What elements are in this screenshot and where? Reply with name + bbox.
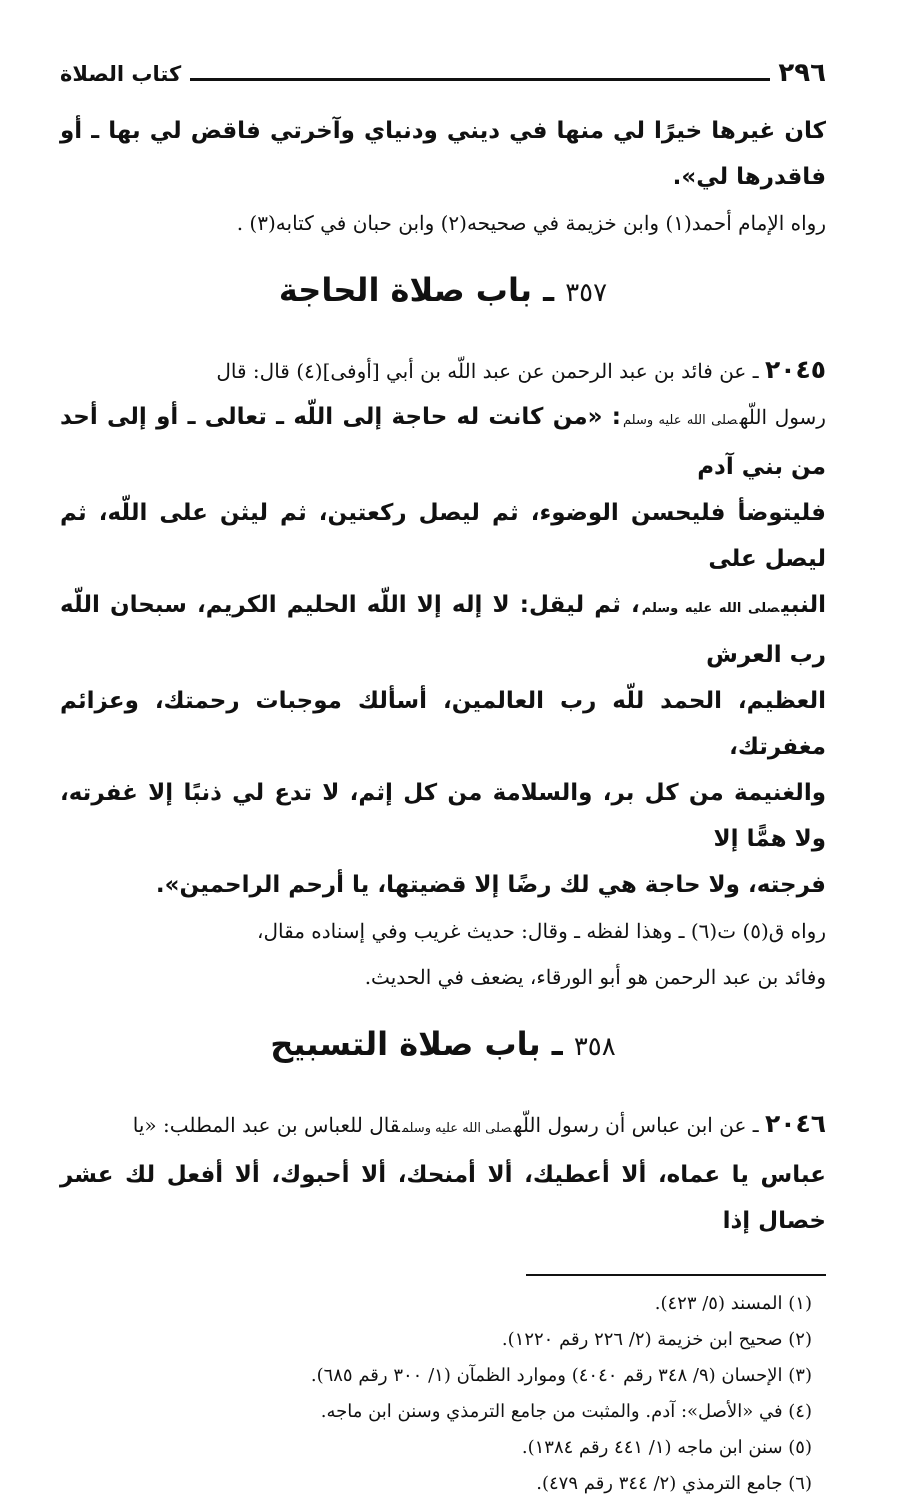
footnote: (٦) جامع الترمذي (٢/ ٣٤٤ رقم ٤٧٩). xyxy=(536,1473,812,1494)
footnote: (٣) الإحسان (٩/ ٣٤٨ رقم ٤٠٤٠) وموارد الظمآن (١/ ٣٠٠ رقم ٦٨٥). xyxy=(310,1365,812,1386)
hadith-line: العظيم، الحمد للّه رب العالمين، أسألك موجبات رحمتك، وعزائم مغفرتك، xyxy=(60,688,826,760)
hadith-continuation: كان غيرها خيرًا لي منها في ديني ودنياي وآخرتي فاقض لي بها ـ أو فاقدرها لي». xyxy=(60,118,826,190)
hadith-line: فرجته، ولا حاجة هي لك رضًا إلا قضيتها، يا أرحم الراحمين». xyxy=(155,872,826,898)
hadith-text: النبي xyxy=(781,592,826,618)
footnote: (٥) سنن ابن ماجه (١/ ٤٤١ رقم ١٣٨٤). xyxy=(521,1437,812,1458)
chapter-heading xyxy=(60,266,826,317)
hadith-text: ـ عن فائد بن عبد الرحمن عن عبد اللّه بن أبي [أوفى](٤) قال: قال xyxy=(216,359,759,383)
hadith-text: رسول اللّه xyxy=(739,405,826,429)
chapter-title: ـ باب صلاة التسبيح xyxy=(270,1025,563,1063)
footnote: (٤) في «الأصل»: آدم. والمثبت من جامع الترمذي وسنن ابن ماجه. xyxy=(320,1401,812,1422)
hadith-line xyxy=(60,394,826,490)
page-number: ٢٩٦ xyxy=(778,58,826,88)
hadith-text: : «من كانت له حاجة إلى اللّه ـ تعالى ـ أو إلى أحد من بني آدم xyxy=(60,404,826,480)
hadith-line: عباس يا عماه، ألا أعطيك، ألا أمنحك، ألا أحبوك، ألا أفعل لك عشر خصال إذا xyxy=(60,1162,826,1234)
footnote: (١) المسند (٥/ ٤٢٣). xyxy=(654,1293,812,1314)
footnotes xyxy=(60,1286,826,1502)
hadith-text: ، ثم ليقل: لا إله إلا اللّه الحليم الكريم، سبحان اللّه رب العرش xyxy=(60,592,826,668)
footnote-separator xyxy=(526,1274,826,1276)
hadith-line: فليتوضأ فليحسن الوضوء، ثم ليصل ركعتين، ثم ليثن على اللّه، ثم ليصل على xyxy=(60,500,826,572)
hadith-line xyxy=(60,1101,826,1152)
salawat-glyph: صلى الله عليه وسلم xyxy=(622,413,738,428)
hadith-line xyxy=(60,582,826,678)
header-rule xyxy=(190,78,770,81)
hadith-narration: وفائد بن عبد الرحمن هو أبو الورقاء، يضعف في الحديث. xyxy=(364,965,826,989)
hadith-narration: رواه ق(٥) ت(٦) ـ وهذا لفظه ـ وقال: حديث غريب وفي إسناده مقال، xyxy=(257,919,826,943)
running-title: كتاب الصلاة xyxy=(60,62,182,86)
book-page xyxy=(60,50,826,1494)
chapter-title: ـ باب صلاة الحاجة xyxy=(278,271,555,309)
salawat-glyph: صلى الله عليه وسلم xyxy=(401,1121,512,1136)
page-body xyxy=(60,108,826,1502)
hadith-narration: رواه الإمام أحمد(١) وابن خزيمة في صحيحه(٢) وابن حبان في كتابه(٣) . xyxy=(236,211,826,235)
page-header xyxy=(60,58,826,92)
chapter-heading xyxy=(60,1020,826,1071)
hadith-text: ـ عن ابن عباس أن رسول اللّه xyxy=(513,1113,759,1137)
hadith-line xyxy=(60,347,826,394)
footnote: (٢) صحيح ابن خزيمة (٢/ ٢٢٦ رقم ١٢٢٠). xyxy=(501,1329,812,1350)
hadith-text: قال للعباس بن عبد المطلب: «يا xyxy=(132,1113,400,1137)
hadith-number: ٢٠٤٥ xyxy=(764,355,826,384)
chapter-number: ٣٥٧ xyxy=(565,278,608,308)
hadith-line: والغنيمة من كل بر، والسلامة من كل إثم، لا تدع لي ذنبًا إلا غفرته، ولا همًّا إلا xyxy=(60,780,826,852)
salawat-glyph: صلى الله عليه وسلم xyxy=(641,601,780,616)
hadith-number: ٢٠٤٦ xyxy=(764,1109,826,1138)
chapter-number: ٣٥٨ xyxy=(573,1032,616,1062)
